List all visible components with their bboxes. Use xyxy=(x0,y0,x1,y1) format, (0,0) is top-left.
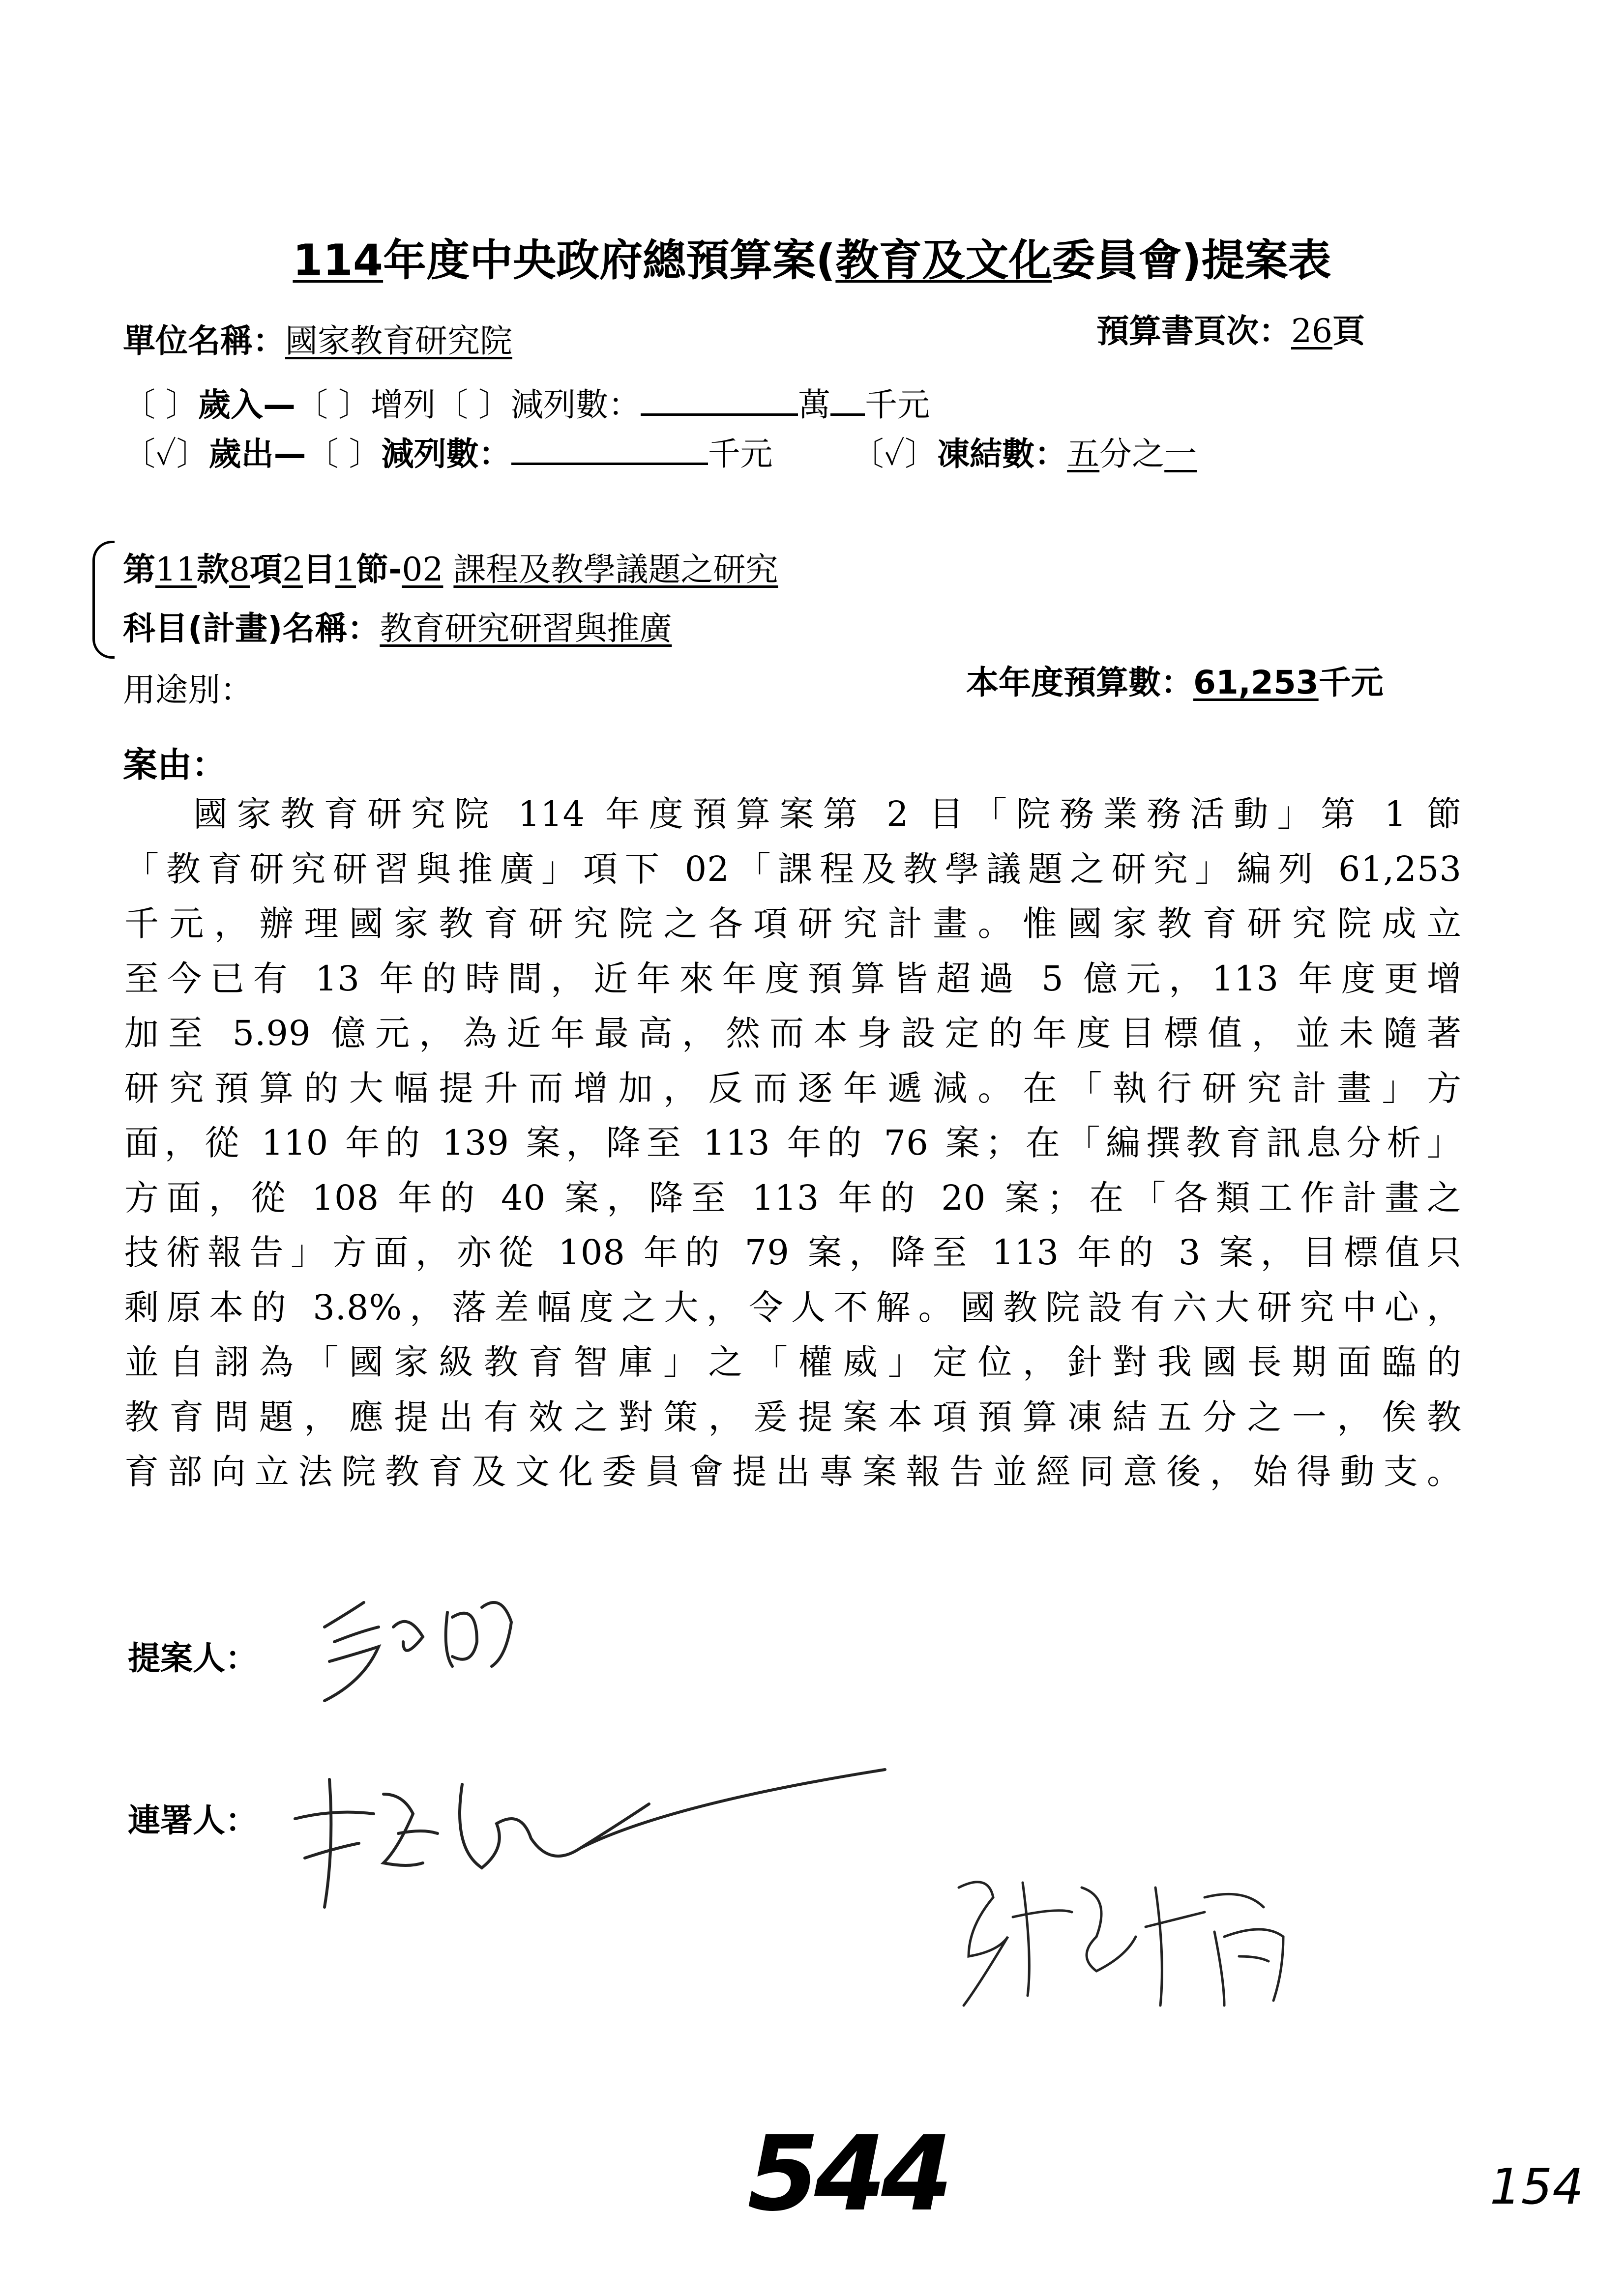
current-budget: 本年度預算數：61,253千元 xyxy=(966,664,1384,701)
subject-name: 科目(計畫)名稱：教育研究研習與推廣 xyxy=(123,610,672,647)
proposer-label: 提案人： xyxy=(128,1639,258,1677)
reason-line: 育部向立法院教育及文化委員會提出專案報告並經同意後，始得動支。 xyxy=(124,1452,1462,1492)
reason-line: 剩原本的 3.8%，落差幅度之大，令人不解。國教院設有六大研究中心， xyxy=(124,1287,1462,1328)
revenue-row: 〔 〕歲入—〔 〕增列〔 〕減列數： 萬 千元 xyxy=(123,378,930,425)
handwritten-corner-number: 154 xyxy=(1490,2158,1584,2215)
reason-line: 研究預算的大幅提升而增加，反而逐年遞減。在「執行研究計畫」方 xyxy=(124,1068,1462,1108)
budget-page-ref: 預算書頁次：26頁 xyxy=(1096,312,1365,350)
reason-line: 面，從 110 年的 139 案，降至 113 年的 76 案；在「編撰教育訊息分析」 xyxy=(124,1123,1462,1163)
expense-checkbox: 〔✓〕 xyxy=(123,435,209,473)
reason-line: 千元，辦理國家教育研究院之各項研究計畫。惟國家教育研究院成立 xyxy=(124,903,1462,944)
handwritten-page-number: 544 xyxy=(747,2114,948,2234)
bracket xyxy=(92,541,115,659)
unit-name: 單位名稱：國家教育研究院 xyxy=(123,322,512,360)
reason-line: 方面，從 108 年的 40 案，降至 113 年的 20 案；在「各類工作計畫之 xyxy=(124,1177,1462,1218)
blank-field xyxy=(641,384,798,416)
reason-line: 國家教育研究院 114 年度預算案第 2 目「院務業務活動」第 1 節 xyxy=(193,794,1462,834)
reason-line: 「教育研究研習與推廣」項下 02「課程及教學議題之研究」編列 61,253 xyxy=(124,848,1462,889)
cosigner-label: 連署人： xyxy=(128,1802,258,1839)
reason-line: 加至 5.99 億元，為近年最高，然而本身設定的年度目標值，並未隨著 xyxy=(124,1013,1462,1053)
reason-line: 教育問題，應提出有效之對策，爰提案本項預算凍結五分之一，俟教 xyxy=(124,1396,1462,1437)
freeze-checkbox: 〔✓〕 xyxy=(851,435,938,473)
reason-line: 技術報告」方面，亦從 108 年的 79 案，降至 113 年的 3 案，目標值只 xyxy=(124,1232,1462,1273)
reason-label: 案由： xyxy=(123,745,226,785)
revenue-checkbox: 〔 〕 xyxy=(123,386,198,424)
blank-field xyxy=(830,384,865,416)
reason-line: 至今已有 13 年的時間，近年來年度預算皆超過 5 億元，113 年度更增 xyxy=(124,958,1462,999)
document-title: 114年度中央政府總預算案(教育及文化委員會)提案表 xyxy=(293,235,1331,286)
proposer-signature xyxy=(305,1583,580,1711)
blank-field xyxy=(511,433,708,465)
reason-line: 並自詡為「國家級教育智庫」之「權威」定位，針對我國長期面臨的 xyxy=(124,1342,1462,1382)
budget-item: 第11款8項2目1節-02 課程及教學議題之研究 xyxy=(123,551,778,588)
cosigner-signature-1 xyxy=(275,1750,915,1927)
usage-label: 用途別： xyxy=(123,671,253,709)
expense-row: 〔✓〕歲出—〔 〕減列數： 千元 〔✓〕凍結數：五分之一 xyxy=(123,428,1197,474)
cosigner-signature-2 xyxy=(949,1858,1352,2015)
